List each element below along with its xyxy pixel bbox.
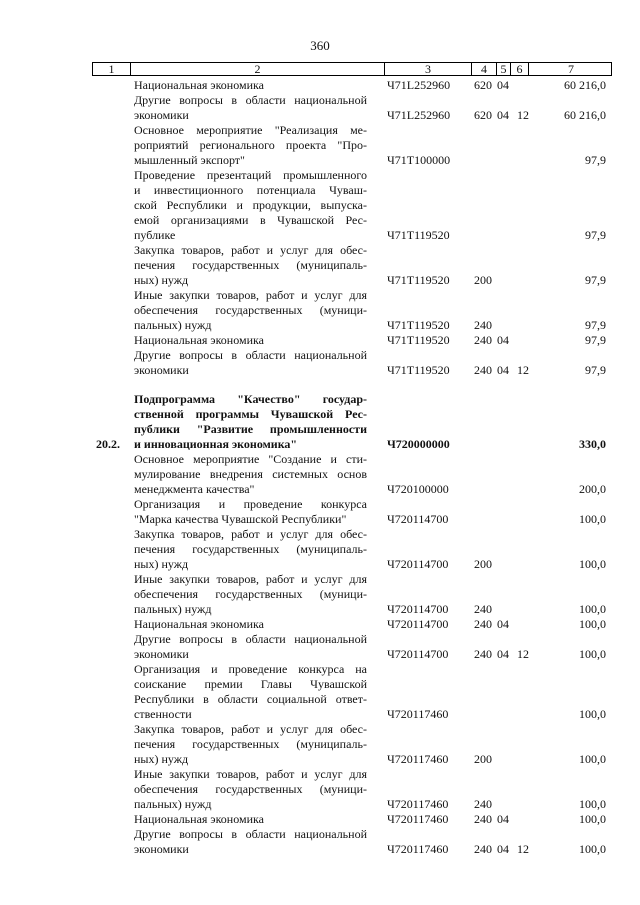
description-line: Республики в области социальной ответ-	[134, 692, 367, 706]
table-row	[0, 827, 640, 857]
amount-value: 100,0	[579, 557, 606, 571]
table-row	[0, 767, 640, 812]
row-description	[134, 617, 367, 632]
expense-type-code: 620	[474, 108, 492, 122]
description-line: Закупка товаров, работ и услуг для обес-	[134, 527, 367, 541]
target-article-code: Ч71Т119520	[387, 228, 450, 242]
section-code: 04	[497, 363, 509, 377]
amount-value: 100,0	[579, 602, 606, 616]
amount-value: 100,0	[579, 647, 606, 661]
amount-value: 97,9	[585, 228, 606, 242]
expense-type-code: 240	[474, 797, 492, 811]
header-col-6: 6	[511, 63, 529, 75]
row-description	[134, 662, 367, 722]
table-row	[0, 722, 640, 767]
target-article-code: Ч720114700	[387, 557, 449, 571]
target-article-code: Ч720117460	[387, 752, 449, 766]
expense-type-code: 240	[474, 812, 492, 826]
amount-value: 330,0	[579, 437, 606, 451]
description-line: экономики	[134, 363, 189, 377]
expense-type-code: 240	[474, 333, 492, 347]
table-row	[0, 632, 640, 662]
expense-type-code: 200	[474, 273, 492, 287]
table-row	[0, 812, 640, 827]
expense-type-code: 200	[474, 557, 492, 571]
section-code: 04	[497, 78, 509, 92]
target-article-code: Ч71Т100000	[387, 153, 451, 167]
subsection-code: 12	[517, 363, 529, 377]
target-article-code: Ч71Т119520	[387, 333, 450, 347]
description-line: и инвестиционного потенциала Чуваш-	[134, 183, 367, 197]
row-description	[134, 452, 367, 497]
amount-value: 60 216,0	[564, 78, 606, 92]
section-code: 04	[497, 617, 509, 631]
description-line: экономики	[134, 647, 189, 661]
row-description	[134, 527, 367, 572]
table-row	[0, 123, 640, 168]
description-line: Иные закупки товаров, работ и услуг для	[134, 288, 367, 302]
table-row	[0, 617, 640, 632]
row-description	[134, 288, 367, 333]
description-line: Другие вопросы в области национальной	[134, 348, 367, 362]
amount-value: 100,0	[579, 617, 606, 631]
description-line: публике	[134, 228, 176, 242]
amount-value: 97,9	[585, 153, 606, 167]
description-line: Другие вопросы в области национальной	[134, 827, 367, 841]
expense-type-code: 240	[474, 647, 492, 661]
table-row	[0, 452, 640, 497]
row-description	[134, 497, 367, 527]
description-line: Иные закупки товаров, работ и услуг для	[134, 572, 367, 586]
description-line: роприятий регионального проекта "Про-	[134, 138, 367, 152]
subsection-code: 12	[517, 647, 529, 661]
target-article-code: Ч720117460	[387, 707, 449, 721]
description-line: Подпрограмма "Качество" государ-	[134, 392, 367, 406]
subsection-code: 12	[517, 108, 529, 122]
description-line: емой организациями в Чувашской Рес-	[134, 213, 367, 227]
expense-type-code: 240	[474, 318, 492, 332]
description-line: ственной программы Чувашской Рес-	[134, 407, 367, 421]
amount-value: 100,0	[579, 812, 606, 826]
description-line: обеспечения государственных (муници-	[134, 303, 367, 317]
expense-type-code: 240	[474, 617, 492, 631]
description-line: Национальная экономика	[134, 78, 264, 92]
table-row	[0, 288, 640, 333]
description-line: обеспечения государственных (муници-	[134, 782, 367, 796]
expense-type-code: 200	[474, 752, 492, 766]
target-article-code: Ч71L252960	[387, 78, 451, 92]
description-line: Другие вопросы в области национальной	[134, 632, 367, 646]
target-article-code: Ч71Т119520	[387, 273, 450, 287]
description-line: Иные закупки товаров, работ и услуг для	[134, 767, 367, 781]
description-line: пальных) нужд	[134, 602, 212, 616]
header-col-1: 1	[93, 63, 131, 75]
header-col-2: 2	[131, 63, 385, 75]
target-article-code: Ч720114700	[387, 602, 449, 616]
amount-value: 60 216,0	[564, 108, 606, 122]
section-code: 04	[497, 842, 509, 856]
row-description	[134, 767, 367, 812]
row-description	[134, 93, 367, 123]
target-article-code: Ч720000000	[387, 437, 450, 451]
description-line: ных) нужд	[134, 273, 189, 287]
amount-value: 100,0	[579, 512, 606, 526]
target-article-code: Ч720114700	[387, 617, 449, 631]
target-article-code: Ч720114700	[387, 647, 449, 661]
expense-type-code: 240	[474, 842, 492, 856]
amount-value: 97,9	[585, 318, 606, 332]
row-description	[134, 812, 367, 827]
header-col-7: 7	[568, 62, 574, 76]
row-description	[134, 243, 367, 288]
row-description	[134, 392, 367, 452]
description-line: ных) нужд	[134, 752, 189, 766]
description-line: печения государственных (муниципаль-	[134, 258, 367, 272]
table-row	[0, 497, 640, 527]
description-line: Национальная экономика	[134, 812, 264, 826]
header-col-5: 5	[497, 63, 511, 75]
description-line: Основное мероприятие "Создание и сти-	[134, 452, 367, 466]
description-line: соискание премии Главы Чувашской	[134, 677, 367, 691]
amount-value: 100,0	[579, 797, 606, 811]
amount-value: 200,0	[579, 482, 606, 496]
budget-table-body	[0, 78, 640, 857]
row-description	[134, 632, 367, 662]
section-code: 04	[497, 108, 509, 122]
description-line: Проведение презентаций промышленного	[134, 168, 367, 182]
target-article-code: Ч720114700	[387, 512, 449, 526]
table-row	[0, 527, 640, 572]
description-line: ных) нужд	[134, 557, 189, 571]
section-code: 04	[497, 812, 509, 826]
amount-value: 100,0	[579, 707, 606, 721]
header-col-3: 3	[385, 63, 472, 75]
description-line: Национальная экономика	[134, 333, 264, 347]
description-line: мышленный экспорт"	[134, 153, 245, 167]
description-line: мулирование внедрения системных основ	[134, 467, 367, 481]
row-description	[134, 722, 367, 767]
amount-value: 97,9	[585, 333, 606, 347]
description-line: Организация и проведение конкурса на	[134, 662, 367, 676]
description-line: обеспечения государственных (муници-	[134, 587, 367, 601]
subsection-code: 12	[517, 842, 529, 856]
description-line: ской Республики и продукции, выпуска-	[134, 198, 367, 212]
target-article-code: Ч720117460	[387, 797, 449, 811]
description-line: менеджмента качества"	[134, 482, 255, 496]
amount-value: 100,0	[579, 842, 606, 856]
section-code: 04	[497, 333, 509, 347]
table-row	[0, 348, 640, 378]
target-article-code: Ч71L252960	[387, 108, 451, 122]
row-description	[134, 333, 367, 348]
target-article-code: Ч720117460	[387, 812, 449, 826]
header-col-4: 4	[472, 63, 497, 75]
expense-type-code: 240	[474, 363, 492, 377]
target-article-code: Ч720100000	[387, 482, 449, 496]
description-line: печения государственных (муниципаль-	[134, 737, 367, 751]
row-description	[134, 168, 367, 243]
amount-value: 97,9	[585, 363, 606, 377]
subprogram-row	[0, 392, 640, 452]
description-line: и инновационная экономика"	[134, 437, 298, 451]
amount-value: 100,0	[579, 752, 606, 766]
section-code: 04	[497, 647, 509, 661]
description-line: публики "Развитие промышленности	[134, 422, 367, 436]
table-row	[0, 93, 640, 123]
description-line: Основное мероприятие "Реализация ме-	[134, 123, 367, 137]
expense-type-code: 240	[474, 602, 492, 616]
description-line: Организация и проведение конкурса	[134, 497, 367, 511]
table-row	[0, 78, 640, 93]
table-header	[92, 62, 612, 76]
description-line: "Марка качества Чувашской Республики"	[134, 512, 347, 526]
row-description	[134, 78, 367, 93]
row-number: 20.2.	[96, 437, 120, 451]
description-line: Закупка товаров, работ и услуг для обес-	[134, 722, 367, 736]
row-description	[134, 827, 367, 857]
row-description	[134, 123, 367, 168]
description-line: Национальная экономика	[134, 617, 264, 631]
expense-type-code: 620	[474, 78, 492, 92]
table-row	[0, 168, 640, 243]
row-description	[134, 572, 367, 617]
target-article-code: Ч71Т119520	[387, 363, 450, 377]
description-line: Другие вопросы в области национальной	[134, 93, 367, 107]
row-description	[134, 348, 367, 378]
target-article-code: Ч720117460	[387, 842, 449, 856]
description-line: экономики	[134, 842, 189, 856]
table-row	[0, 333, 640, 348]
table-row	[0, 662, 640, 722]
description-line: пальных) нужд	[134, 797, 212, 811]
description-line: ственности	[134, 707, 192, 721]
table-row	[0, 572, 640, 617]
section-spacer	[0, 378, 640, 392]
table-row	[0, 243, 640, 288]
description-line: печения государственных (муниципаль-	[134, 542, 367, 556]
page-number: 360	[310, 38, 330, 53]
description-line: пальных) нужд	[134, 318, 212, 332]
amount-value: 97,9	[585, 273, 606, 287]
target-article-code: Ч71Т119520	[387, 318, 450, 332]
description-line: экономики	[134, 108, 189, 122]
description-line: Закупка товаров, работ и услуг для обес-	[134, 243, 367, 257]
